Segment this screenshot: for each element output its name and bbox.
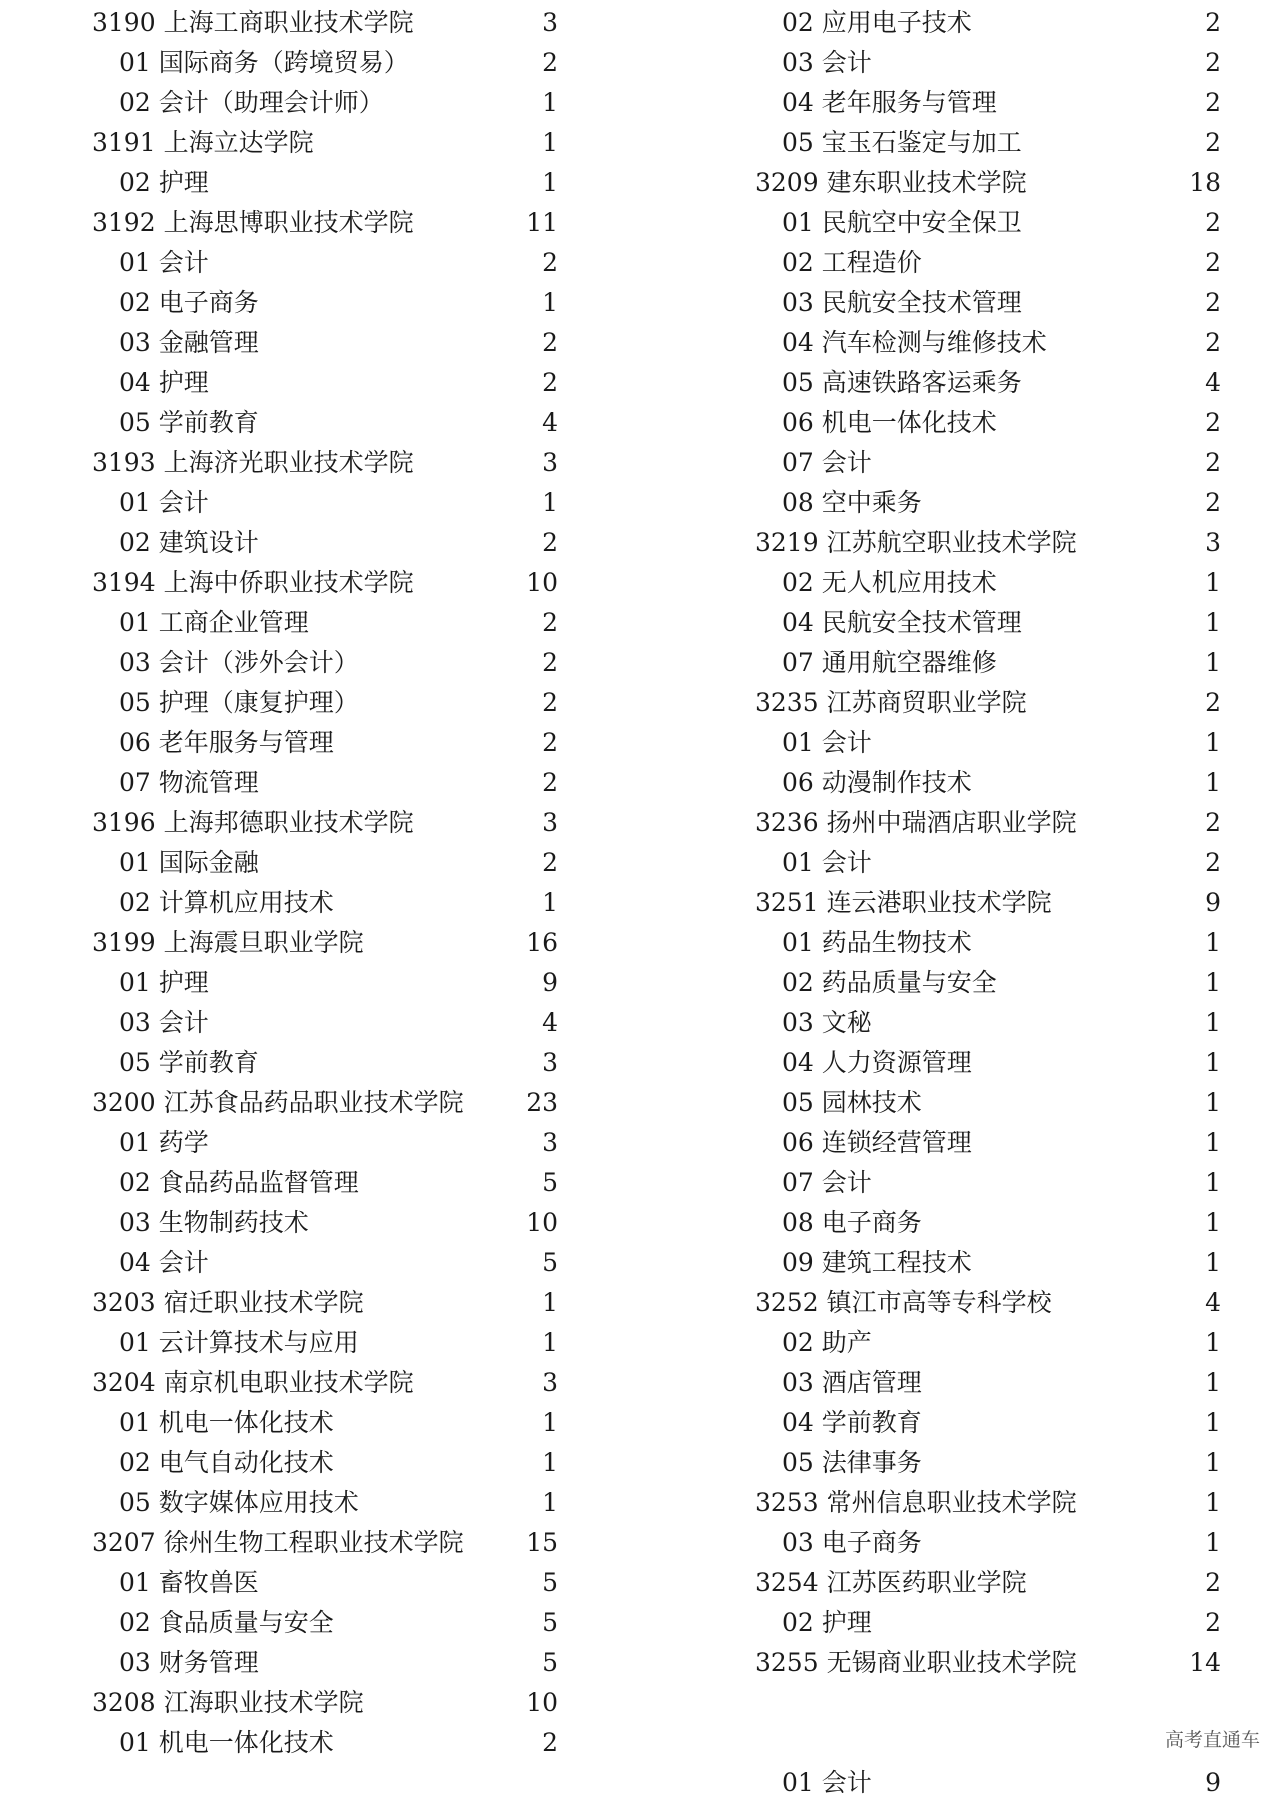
major-row [755, 83, 1221, 123]
major-code-name: 03 会计 [782, 48, 872, 77]
quota-count: 3 [542, 1128, 558, 1157]
major-code-name: 02 应用电子技术 [782, 8, 972, 37]
major-row [92, 963, 558, 1003]
major-row [755, 763, 1221, 803]
school-code-name: 3252 镇江市高等专科学校 [755, 1288, 1052, 1317]
school-row [755, 1283, 1221, 1323]
major-code-name: 05 法律事务 [782, 1448, 922, 1477]
quota-count: 2 [542, 528, 558, 557]
left-column [92, 3, 558, 1763]
major-code-name: 08 空中乘务 [782, 488, 922, 517]
major-row [755, 1763, 1221, 1803]
quota-count: 1 [1205, 1248, 1221, 1277]
quota-count: 10 [526, 1208, 558, 1237]
quota-count: 1 [1205, 1528, 1221, 1557]
major-row [755, 323, 1221, 363]
quota-count: 9 [1205, 888, 1221, 917]
quota-count: 2 [1205, 48, 1221, 77]
major-code-name: 01 畜牧兽医 [119, 1568, 259, 1597]
quota-count: 1 [1205, 568, 1221, 597]
major-row [755, 1443, 1221, 1483]
quota-count: 2 [1205, 328, 1221, 357]
major-code-name: 03 电子商务 [782, 1528, 922, 1557]
school-row [92, 123, 558, 163]
major-code-name: 01 护理 [119, 968, 209, 997]
quota-count: 2 [1205, 88, 1221, 117]
quota-count: 2 [1205, 248, 1221, 277]
quota-count: 1 [542, 88, 558, 117]
school-row [755, 1643, 1221, 1683]
major-row [92, 843, 558, 883]
major-code-name: 02 电子商务 [119, 288, 259, 317]
major-row [92, 683, 558, 723]
quota-count: 3 [542, 808, 558, 837]
major-code-name: 02 会计（助理会计师） [119, 88, 384, 117]
school-row [755, 883, 1221, 923]
major-code-name: 02 药品质量与安全 [782, 968, 997, 997]
quota-count: 2 [1205, 848, 1221, 877]
school-code-name: 3191 上海立达学院 [92, 128, 314, 157]
major-row [755, 243, 1221, 283]
school-code-name: 3199 上海震旦职业学院 [92, 928, 364, 957]
school-code-name: 3236 扬州中瑞酒店职业学院 [755, 808, 1077, 837]
school-row [92, 1523, 558, 1563]
major-row [92, 763, 558, 803]
quota-count: 5 [542, 1648, 558, 1677]
major-row [755, 283, 1221, 323]
major-code-name: 03 会计（涉外会计） [119, 648, 359, 677]
major-code-name: 04 人力资源管理 [782, 1048, 972, 1077]
major-code-name: 08 电子商务 [782, 1208, 922, 1237]
major-code-name: 02 护理 [119, 168, 209, 197]
major-row [92, 83, 558, 123]
school-code-name: 3193 上海济光职业技术学院 [92, 448, 414, 477]
quota-count: 1 [1205, 928, 1221, 957]
major-code-name: 02 工程造价 [782, 248, 922, 277]
quota-count: 1 [1205, 1488, 1221, 1517]
school-row [755, 163, 1221, 203]
major-code-name: 02 计算机应用技术 [119, 888, 334, 917]
major-row [92, 163, 558, 203]
quota-count: 3 [1205, 528, 1221, 557]
major-code-name: 03 财务管理 [119, 1648, 259, 1677]
major-row [92, 1643, 558, 1683]
major-row [92, 1163, 558, 1203]
quota-count: 10 [526, 1688, 558, 1717]
quota-count: 2 [1205, 408, 1221, 437]
major-code-name: 06 连锁经营管理 [782, 1128, 972, 1157]
major-row [755, 923, 1221, 963]
school-row [755, 1563, 1221, 1603]
school-row [755, 523, 1221, 563]
school-code-name: 3209 建东职业技术学院 [755, 168, 1027, 197]
major-code-name: 06 老年服务与管理 [119, 728, 334, 757]
quota-count: 1 [542, 1408, 558, 1437]
quota-count: 1 [542, 1288, 558, 1317]
major-row [755, 1323, 1221, 1363]
major-row [755, 483, 1221, 523]
right-column [755, 3, 1221, 1803]
school-code-name: 3192 上海思博职业技术学院 [92, 208, 414, 237]
school-code-name: 3204 南京机电职业技术学院 [92, 1368, 414, 1397]
major-row [92, 1323, 558, 1363]
major-code-name: 03 会计 [119, 1008, 209, 1037]
quota-count: 3 [542, 448, 558, 477]
quota-count: 2 [542, 768, 558, 797]
major-code-name: 05 学前教育 [119, 408, 259, 437]
school-code-name: 3207 徐州生物工程职业技术学院 [92, 1528, 464, 1557]
major-code-name: 03 金融管理 [119, 328, 259, 357]
major-row [92, 483, 558, 523]
quota-count: 16 [526, 928, 558, 957]
major-code-name: 04 汽车检测与维修技术 [782, 328, 1047, 357]
quota-count: 1 [1205, 648, 1221, 677]
major-code-name: 05 数字媒体应用技术 [119, 1488, 359, 1517]
major-row [92, 603, 558, 643]
major-code-name: 01 会计 [119, 248, 209, 277]
major-code-name: 04 老年服务与管理 [782, 88, 997, 117]
major-row [755, 643, 1221, 683]
quota-count: 4 [542, 1008, 558, 1037]
major-code-name: 04 会计 [119, 1248, 209, 1277]
major-row [755, 1243, 1221, 1283]
major-code-name: 01 云计算技术与应用 [119, 1328, 359, 1357]
major-row [92, 723, 558, 763]
quota-count: 1 [1205, 968, 1221, 997]
quota-count: 14 [1189, 1648, 1221, 1677]
major-code-name: 07 会计 [782, 448, 872, 477]
major-code-name: 01 药品生物技术 [782, 928, 972, 957]
quota-count: 1 [1205, 1448, 1221, 1477]
school-code-name: 3190 上海工商职业技术学院 [92, 8, 414, 37]
major-code-name: 06 动漫制作技术 [782, 768, 972, 797]
major-row [755, 1203, 1221, 1243]
major-row [92, 43, 558, 83]
quota-count: 2 [542, 48, 558, 77]
quota-count: 5 [542, 1168, 558, 1197]
quota-count: 5 [542, 1248, 558, 1277]
school-code-name: 3219 江苏航空职业技术学院 [755, 528, 1077, 557]
major-row [755, 1403, 1221, 1443]
quota-count: 9 [542, 968, 558, 997]
school-code-name: 3253 常州信息职业技术学院 [755, 1488, 1077, 1517]
quota-count: 3 [542, 8, 558, 37]
major-row [755, 563, 1221, 603]
school-row [755, 803, 1221, 843]
school-row [92, 803, 558, 843]
major-row [92, 523, 558, 563]
quota-count: 2 [1205, 128, 1221, 157]
quota-count: 2 [1205, 288, 1221, 317]
quota-count: 2 [542, 248, 558, 277]
quota-count: 2 [1205, 688, 1221, 717]
school-row [92, 443, 558, 483]
major-code-name: 07 物流管理 [119, 768, 259, 797]
quota-count: 1 [542, 888, 558, 917]
major-row [92, 363, 558, 403]
major-code-name: 02 电气自动化技术 [119, 1448, 334, 1477]
major-row [755, 1043, 1221, 1083]
major-row [92, 283, 558, 323]
quota-count: 1 [1205, 768, 1221, 797]
quota-count: 1 [542, 128, 558, 157]
school-row [755, 1483, 1221, 1523]
major-row [92, 1203, 558, 1243]
quota-count: 11 [526, 208, 558, 237]
major-code-name: 01 国际金融 [119, 848, 259, 877]
quota-count: 1 [1205, 1048, 1221, 1077]
quota-count: 2 [542, 848, 558, 877]
quota-count: 2 [1205, 8, 1221, 37]
major-row [755, 123, 1221, 163]
quota-count: 5 [542, 1608, 558, 1637]
major-row [92, 883, 558, 923]
major-code-name: 05 学前教育 [119, 1048, 259, 1077]
quota-count: 1 [542, 168, 558, 197]
quota-count: 2 [1205, 488, 1221, 517]
major-code-name: 01 民航空中安全保卫 [782, 208, 1022, 237]
quota-count: 2 [1205, 448, 1221, 477]
major-row [755, 843, 1221, 883]
major-code-name: 02 食品质量与安全 [119, 1608, 334, 1637]
major-row [755, 1163, 1221, 1203]
quota-count: 3 [542, 1048, 558, 1077]
major-row [755, 723, 1221, 763]
major-code-name: 06 机电一体化技术 [782, 408, 997, 437]
major-row [755, 963, 1221, 1003]
major-code-name: 03 酒店管理 [782, 1368, 922, 1397]
major-row [755, 203, 1221, 243]
quota-count: 4 [1205, 1288, 1221, 1317]
major-code-name: 02 无人机应用技术 [782, 568, 997, 597]
major-row [755, 3, 1221, 43]
quota-count: 2 [542, 368, 558, 397]
major-row [92, 1723, 558, 1763]
quota-count: 23 [526, 1088, 558, 1117]
major-code-name: 01 药学 [119, 1128, 209, 1157]
quota-count: 1 [1205, 1208, 1221, 1237]
quota-count: 10 [526, 568, 558, 597]
school-code-name: 3196 上海邦德职业技术学院 [92, 808, 414, 837]
major-row [92, 1123, 558, 1163]
quota-count: 2 [542, 328, 558, 357]
major-code-name: 01 会计 [782, 848, 872, 877]
row-spacer [755, 1683, 1221, 1763]
school-row [92, 3, 558, 43]
major-row [755, 1363, 1221, 1403]
quota-count: 1 [1205, 728, 1221, 757]
major-row [755, 443, 1221, 483]
school-code-name: 3255 无锡商业职业技术学院 [755, 1648, 1077, 1677]
major-code-name: 05 护理（康复护理） [119, 688, 359, 717]
major-code-name: 05 园林技术 [782, 1088, 922, 1117]
major-code-name: 04 民航安全技术管理 [782, 608, 1022, 637]
school-code-name: 3194 上海中侨职业技术学院 [92, 568, 414, 597]
quota-count: 1 [542, 1328, 558, 1357]
major-row [755, 403, 1221, 443]
major-code-name: 01 机电一体化技术 [119, 1728, 334, 1757]
major-code-name: 02 建筑设计 [119, 528, 259, 557]
quota-count: 3 [542, 1368, 558, 1397]
major-row [92, 1043, 558, 1083]
major-code-name: 03 文秘 [782, 1008, 872, 1037]
watermark-text: 高考直通车 [1164, 1729, 1260, 1751]
major-row [92, 643, 558, 683]
quota-count: 9 [1205, 1768, 1221, 1797]
quota-count: 2 [1205, 1608, 1221, 1637]
school-row [92, 923, 558, 963]
school-code-name: 3235 江苏商贸职业学院 [755, 688, 1027, 717]
major-row [92, 1243, 558, 1283]
quota-count: 2 [542, 1728, 558, 1757]
quota-count: 1 [1205, 1408, 1221, 1437]
quota-count: 5 [542, 1568, 558, 1597]
major-row [92, 403, 558, 443]
major-code-name: 05 宝玉石鉴定与加工 [782, 128, 1022, 157]
major-code-name: 09 建筑工程技术 [782, 1248, 972, 1277]
major-row [755, 603, 1221, 643]
major-row [92, 1003, 558, 1043]
quota-count: 4 [542, 408, 558, 437]
quota-count: 1 [542, 288, 558, 317]
quota-count: 2 [1205, 808, 1221, 837]
major-code-name: 03 生物制药技术 [119, 1208, 309, 1237]
major-row [755, 43, 1221, 83]
major-code-name: 01 会计 [782, 728, 872, 757]
major-code-name: 01 会计 [119, 488, 209, 517]
major-row [755, 1523, 1221, 1563]
major-row [755, 1123, 1221, 1163]
major-code-name: 02 食品药品监督管理 [119, 1168, 359, 1197]
quota-count: 1 [1205, 1328, 1221, 1357]
major-row [755, 1083, 1221, 1123]
school-code-name: 3208 江海职业技术学院 [92, 1688, 364, 1717]
major-row [755, 1003, 1221, 1043]
quota-count: 2 [542, 688, 558, 717]
major-row [92, 1563, 558, 1603]
school-row [92, 563, 558, 603]
major-row [755, 1603, 1221, 1643]
quota-count: 2 [542, 728, 558, 757]
major-code-name: 05 高速铁路客运乘务 [782, 368, 1022, 397]
school-row [92, 1283, 558, 1323]
major-row [755, 363, 1221, 403]
major-code-name: 04 学前教育 [782, 1408, 922, 1437]
school-row [92, 1083, 558, 1123]
quota-count: 1 [542, 1448, 558, 1477]
quota-count: 1 [1205, 1168, 1221, 1197]
quota-count: 1 [1205, 1128, 1221, 1157]
school-code-name: 3254 江苏医药职业学院 [755, 1568, 1027, 1597]
quota-count: 1 [542, 488, 558, 517]
major-row [92, 243, 558, 283]
major-row [92, 1403, 558, 1443]
major-code-name: 01 工商企业管理 [119, 608, 309, 637]
school-code-name: 3200 江苏食品药品职业技术学院 [92, 1088, 464, 1117]
major-code-name: 07 通用航空器维修 [782, 648, 997, 677]
major-row [92, 1443, 558, 1483]
major-code-name: 01 国际商务（跨境贸易） [119, 48, 409, 77]
quota-count: 1 [542, 1488, 558, 1517]
quota-count: 2 [542, 608, 558, 637]
school-code-name: 3251 连云港职业技术学院 [755, 888, 1052, 917]
quota-count: 1 [1205, 608, 1221, 637]
quota-count: 1 [1205, 1368, 1221, 1397]
major-code-name: 02 护理 [782, 1608, 872, 1637]
school-row [92, 1683, 558, 1723]
quota-count: 1 [1205, 1088, 1221, 1117]
major-code-name: 04 护理 [119, 368, 209, 397]
major-code-name: 01 机电一体化技术 [119, 1408, 334, 1437]
major-code-name: 02 助产 [782, 1328, 872, 1357]
school-row [92, 1363, 558, 1403]
major-code-name: 03 民航安全技术管理 [782, 288, 1022, 317]
quota-count: 2 [542, 648, 558, 677]
quota-count: 4 [1205, 368, 1221, 397]
major-row [92, 323, 558, 363]
quota-count: 1 [1205, 1008, 1221, 1037]
school-code-name: 3203 宿迁职业技术学院 [92, 1288, 364, 1317]
quota-count: 2 [1205, 208, 1221, 237]
quota-count: 18 [1189, 168, 1221, 197]
quota-count: 15 [526, 1528, 558, 1557]
school-row [92, 203, 558, 243]
major-code-name: 01 会计 [782, 1768, 872, 1797]
major-row [92, 1603, 558, 1643]
school-row [755, 683, 1221, 723]
major-code-name: 07 会计 [782, 1168, 872, 1197]
quota-count: 2 [1205, 1568, 1221, 1597]
major-row [92, 1483, 558, 1523]
